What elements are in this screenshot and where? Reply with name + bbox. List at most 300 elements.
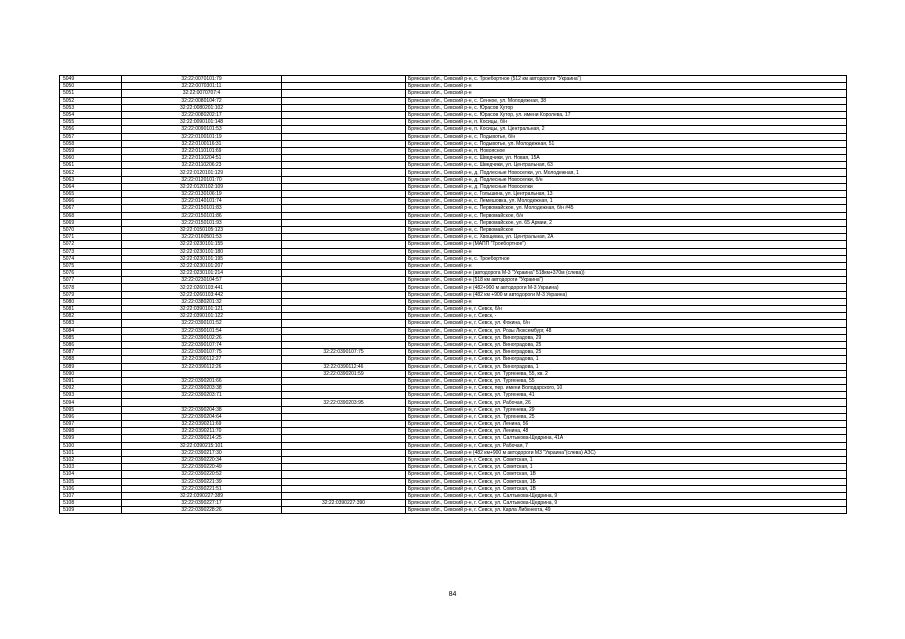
table-row bbox=[60, 205, 847, 212]
parent-cadastral-number-cell bbox=[282, 392, 406, 399]
cadastral-number-cell: 32:22:0390221:51 bbox=[122, 485, 282, 492]
parent-cadastral-number-cell bbox=[282, 76, 406, 83]
cadastral-number-cell: 32:22:0070101:79 bbox=[122, 76, 282, 83]
table-row bbox=[60, 385, 847, 392]
row-number-cell: 5052 bbox=[60, 97, 122, 104]
parent-cadastral-number-cell bbox=[282, 377, 406, 384]
table-row bbox=[60, 320, 847, 327]
address-cell: Брянская обл., Севский р-н, с. Первомайское, ул. 65 Армии, 2 bbox=[406, 219, 847, 226]
parent-cadastral-number-cell bbox=[282, 83, 406, 90]
cadastral-number-cell: 32:22:0110204:51 bbox=[122, 155, 282, 162]
parent-cadastral-number-cell bbox=[282, 176, 406, 183]
cadastral-number-cell bbox=[122, 370, 282, 377]
table-row bbox=[60, 406, 847, 413]
row-number-cell: 5050 bbox=[60, 83, 122, 90]
row-number-cell: 5070 bbox=[60, 226, 122, 233]
parent-cadastral-number-cell bbox=[282, 191, 406, 198]
cadastral-number-cell: 32:22:0120101:70 bbox=[122, 176, 282, 183]
parent-cadastral-number-cell: 32:22:0390227:390 bbox=[282, 500, 406, 507]
address-cell: Брянская обл., Севский р-н, г. Севск, ул. Виноградова, 25 bbox=[406, 341, 847, 348]
cadastral-number-cell: 32:22:0090101:53 bbox=[122, 126, 282, 133]
cadastral-number-cell: 32:22:0390204:38 bbox=[122, 406, 282, 413]
row-number-cell: 5060 bbox=[60, 155, 122, 162]
table-row bbox=[60, 334, 847, 341]
address-cell: Брянская обл., Севский р-н, г. Севск, ул. Виноградова, 1 bbox=[406, 356, 847, 363]
table-row bbox=[60, 435, 847, 442]
cadastral-number-cell: 32:22:0230104:57 bbox=[122, 277, 282, 284]
row-number-cell: 5085 bbox=[60, 334, 122, 341]
parent-cadastral-number-cell bbox=[282, 241, 406, 248]
address-cell: Брянская обл., Севский р-н, с. Первомайское, ул. Молодежная, б/н #45 bbox=[406, 205, 847, 212]
address-cell: Брянская обл., Севский р-н, г. Севск, ул. Тургенева, 29 bbox=[406, 406, 847, 413]
address-cell: Брянская обл., Севский р-н (482 км +900 м автодороги М-3 Украина) bbox=[406, 291, 847, 298]
row-number-cell: 5076 bbox=[60, 270, 122, 277]
page-number: 84 bbox=[448, 591, 457, 598]
parent-cadastral-number-cell bbox=[282, 421, 406, 428]
address-cell: Брянская обл., Севский р-н (482+900 м автодороги М-3 Украина) bbox=[406, 284, 847, 291]
cadastral-number-cell: 32:22:0390211:70 bbox=[122, 428, 282, 435]
row-number-cell: 5080 bbox=[60, 298, 122, 305]
parent-cadastral-number-cell bbox=[282, 147, 406, 154]
cadastral-number-cell: 32:22:0390101:122 bbox=[122, 313, 282, 320]
table-row bbox=[60, 399, 847, 406]
parent-cadastral-number-cell bbox=[282, 226, 406, 233]
table-row bbox=[60, 500, 847, 507]
parent-cadastral-number-cell bbox=[282, 162, 406, 169]
parent-cadastral-number-cell bbox=[282, 155, 406, 162]
cadastral-number-cell: 32:22:0070301:11 bbox=[122, 83, 282, 90]
row-number-cell: 5072 bbox=[60, 241, 122, 248]
address-cell: Брянская обл., Севский р-н (автодорога М-3 "Украина" 518км+370м (слева)) bbox=[406, 270, 847, 277]
address-cell: Брянская обл., Севский р-н, п. Косицы, ул. Центральная, 2 bbox=[406, 126, 847, 133]
row-number-cell: 5103 bbox=[60, 464, 122, 471]
table-row bbox=[60, 169, 847, 176]
row-number-cell: 5066 bbox=[60, 198, 122, 205]
parent-cadastral-number-cell bbox=[282, 291, 406, 298]
parent-cadastral-number-cell bbox=[282, 111, 406, 118]
row-number-cell: 5108 bbox=[60, 500, 122, 507]
address-cell: Брянская обл., Севский р-н, г. Севск, ул. Салтыкова-Щедрина, 9 bbox=[406, 500, 847, 507]
address-cell: Брянская обл., Севский р-н, г. Севск, ул. Тургенева, 55 bbox=[406, 377, 847, 384]
parent-cadastral-number-cell bbox=[282, 284, 406, 291]
address-cell: Брянская обл., Севский р-н, с. Подывотье, ул. Молодежная, 51 bbox=[406, 140, 847, 147]
cadastral-number-cell: 32:22:0140101:74 bbox=[122, 198, 282, 205]
row-number-cell: 5061 bbox=[60, 162, 122, 169]
cadastral-number-cell: 32:22:0150101:83 bbox=[122, 205, 282, 212]
table-row bbox=[60, 341, 847, 348]
parent-cadastral-number-cell bbox=[282, 205, 406, 212]
cadastral-number-cell: 32:22:0390112:27 bbox=[122, 356, 282, 363]
cadastral-number-cell: 32:22:0110101:69 bbox=[122, 147, 282, 154]
cadastral-number-cell: 32:22:0230101:195 bbox=[122, 255, 282, 262]
parent-cadastral-number-cell bbox=[282, 104, 406, 111]
cadastral-number-cell: 32:22:0230101:155 bbox=[122, 241, 282, 248]
row-number-cell: 5087 bbox=[60, 349, 122, 356]
parent-cadastral-number-cell bbox=[282, 320, 406, 327]
row-number-cell: 5056 bbox=[60, 126, 122, 133]
table-row bbox=[60, 191, 847, 198]
table-row bbox=[60, 327, 847, 334]
table-row bbox=[60, 183, 847, 190]
table-row bbox=[60, 111, 847, 118]
address-cell: Брянская обл., Севский р-н, г. Севск, ул. Виноградова, 25 bbox=[406, 349, 847, 356]
address-cell: Брянская обл., Севский р-н, г. Севск, ул. Фокина, б/н bbox=[406, 320, 847, 327]
table-row bbox=[60, 97, 847, 104]
table-row bbox=[60, 485, 847, 492]
table-row bbox=[60, 306, 847, 313]
table-row bbox=[60, 291, 847, 298]
row-number-cell: 5071 bbox=[60, 234, 122, 241]
parent-cadastral-number-cell: 32:22:0390201:59 bbox=[282, 370, 406, 377]
table-row bbox=[60, 176, 847, 183]
row-number-cell: 5081 bbox=[60, 306, 122, 313]
cadastral-number-cell: 32:22:0230101:180 bbox=[122, 248, 282, 255]
address-cell: Брянская обл., Севский р-н bbox=[406, 83, 847, 90]
table-row bbox=[60, 442, 847, 449]
table-row bbox=[60, 76, 847, 83]
parent-cadastral-number-cell: 32:22:0390112:46 bbox=[282, 363, 406, 370]
cadastral-number-cell: 32:22:0390214:25 bbox=[122, 435, 282, 442]
cadastral-number-cell: 32:22:0390203:38 bbox=[122, 385, 282, 392]
address-cell: Брянская обл., Севский р-н, г. Севск, - bbox=[406, 313, 847, 320]
cadastral-number-cell: 32:22:0100101:19 bbox=[122, 133, 282, 140]
address-cell: Брянская обл., Севский р-н, г. Севск, ул. Рабочая, 7 bbox=[406, 442, 847, 449]
cadastral-number-cell: 32:22:0390101:121 bbox=[122, 306, 282, 313]
parent-cadastral-number-cell bbox=[282, 456, 406, 463]
address-cell: Брянская обл., Севский р-н, с. Лемешовка, ул. Молодежная, 1 bbox=[406, 198, 847, 205]
row-number-cell: 5105 bbox=[60, 478, 122, 485]
address-cell: Брянская обл., Севский р-н, г. Севск, ул. Тургенева, 25 bbox=[406, 413, 847, 420]
address-cell: Брянская обл., Севский р-н, п. Новоясное bbox=[406, 147, 847, 154]
address-cell: Брянская обл., Севский р-н (518 км автодороги "Украина") bbox=[406, 277, 847, 284]
row-number-cell: 5096 bbox=[60, 413, 122, 420]
parent-cadastral-number-cell bbox=[282, 262, 406, 269]
table-row bbox=[60, 162, 847, 169]
cadastral-number-cell: 32:22:0390227:389 bbox=[122, 492, 282, 499]
parent-cadastral-number-cell bbox=[282, 277, 406, 284]
address-cell: Брянская обл., Севский р-н, д. Подлесные Новоселки bbox=[406, 183, 847, 190]
cadastral-number-cell: 32:22:0390102:26 bbox=[122, 334, 282, 341]
table-row bbox=[60, 126, 847, 133]
address-cell: Брянская обл., Севский р-н, г. Севск, ул. Советская, 1 bbox=[406, 464, 847, 471]
registry-table bbox=[59, 75, 847, 514]
row-number-cell: 5083 bbox=[60, 320, 122, 327]
table-row bbox=[60, 471, 847, 478]
table-row bbox=[60, 133, 847, 140]
parent-cadastral-number-cell bbox=[282, 298, 406, 305]
parent-cadastral-number-cell bbox=[282, 464, 406, 471]
address-cell: Брянская обл., Севский р-н, д. Подлесные Новоселки, ул. Молодежная, 1 bbox=[406, 169, 847, 176]
row-number-cell: 5090 bbox=[60, 370, 122, 377]
address-cell: Брянская обл., Севский р-н bbox=[406, 262, 847, 269]
row-number-cell: 5077 bbox=[60, 277, 122, 284]
table-row bbox=[60, 226, 847, 233]
address-cell: Брянская обл., Севский р-н, с. Юрасов Хутор bbox=[406, 104, 847, 111]
row-number-cell: 5068 bbox=[60, 212, 122, 219]
table-row bbox=[60, 507, 847, 514]
table-row bbox=[60, 147, 847, 154]
row-number-cell: 5067 bbox=[60, 205, 122, 212]
row-number-cell: 5053 bbox=[60, 104, 122, 111]
address-cell: Брянская обл., Севский р-н, г. Севск, ул. Ленина, 56 bbox=[406, 421, 847, 428]
cadastral-number-cell: 32:22:0150105:123 bbox=[122, 226, 282, 233]
address-cell: Брянская обл., Севский р-н, г. Севск, ул. Розы Люксембург, 48 bbox=[406, 327, 847, 334]
row-number-cell: 5109 bbox=[60, 507, 122, 514]
row-number-cell: 5057 bbox=[60, 133, 122, 140]
cadastral-number-cell: 32:22:0390112:26 bbox=[122, 363, 282, 370]
cadastral-number-cell: 32:22:0110206:23 bbox=[122, 162, 282, 169]
address-cell: Брянская обл., Севский р-н bbox=[406, 90, 847, 97]
cadastral-number-cell: 32:22:0120102:109 bbox=[122, 183, 282, 190]
address-cell: Брянская обл., Севский р-н, с. Троебортное (512 км автодороги "Украина") bbox=[406, 76, 847, 83]
table-row bbox=[60, 255, 847, 262]
table-row bbox=[60, 83, 847, 90]
parent-cadastral-number-cell bbox=[282, 255, 406, 262]
parent-cadastral-number-cell bbox=[282, 356, 406, 363]
address-cell: Брянская обл., Севский р-н, д. Подлесные Новоселки, б/н bbox=[406, 176, 847, 183]
row-number-cell: 5091 bbox=[60, 377, 122, 384]
parent-cadastral-number-cell bbox=[282, 428, 406, 435]
table-row bbox=[60, 119, 847, 126]
row-number-cell: 5078 bbox=[60, 284, 122, 291]
table-row bbox=[60, 155, 847, 162]
table-row bbox=[60, 370, 847, 377]
parent-cadastral-number-cell bbox=[282, 183, 406, 190]
row-number-cell: 5089 bbox=[60, 363, 122, 370]
cadastral-number-cell: 32:22:0390220:52 bbox=[122, 471, 282, 478]
address-cell: Брянская обл., Севский р-н (МАПП "Троебортное") bbox=[406, 241, 847, 248]
parent-cadastral-number-cell bbox=[282, 313, 406, 320]
row-number-cell: 5107 bbox=[60, 492, 122, 499]
table-row bbox=[60, 262, 847, 269]
parent-cadastral-number-cell bbox=[282, 385, 406, 392]
row-number-cell: 5058 bbox=[60, 140, 122, 147]
address-cell: Брянская обл., Севский р-н bbox=[406, 298, 847, 305]
address-cell: Брянская обл., Севский р-н, г. Севск, ул. Советская, 1Б bbox=[406, 478, 847, 485]
address-cell: Брянская обл., Севский р-н, г. Севск, ул. Рабочая, 26 bbox=[406, 399, 847, 406]
row-number-cell: 5093 bbox=[60, 392, 122, 399]
table-row bbox=[60, 392, 847, 399]
row-number-cell: 5098 bbox=[60, 428, 122, 435]
address-cell: Брянская обл., Севский р-н, г. Севск, ул. Тургенева, 41 bbox=[406, 392, 847, 399]
table-row bbox=[60, 356, 847, 363]
parent-cadastral-number-cell bbox=[282, 327, 406, 334]
table-row bbox=[60, 492, 847, 499]
row-number-cell: 5101 bbox=[60, 449, 122, 456]
address-cell: Брянская обл., Севский р-н, г. Севск, пер. имени Володарского, 10 bbox=[406, 385, 847, 392]
address-cell: Брянская обл., Севский р-н, с. Шведчики, ул. Центральная, 63 bbox=[406, 162, 847, 169]
address-cell: Брянская обл., Севский р-н, г. Севск, ул. Тургенева, 55, кв. 2 bbox=[406, 370, 847, 377]
parent-cadastral-number-cell bbox=[282, 306, 406, 313]
table-row bbox=[60, 428, 847, 435]
row-number-cell: 5065 bbox=[60, 191, 122, 198]
address-cell: Брянская обл., Севский р-н, п. Косицы, б/н bbox=[406, 119, 847, 126]
address-cell: Брянская обл., Севский р-н, г. Севск, ул. Салтыкова-Щедрина, 41А bbox=[406, 435, 847, 442]
table-row bbox=[60, 413, 847, 420]
cadastral-number-cell: 32:22:0260103:441 bbox=[122, 284, 282, 291]
parent-cadastral-number-cell bbox=[282, 133, 406, 140]
table-row bbox=[60, 349, 847, 356]
table-row bbox=[60, 212, 847, 219]
cadastral-number-cell: 32:22:0080201:102 bbox=[122, 104, 282, 111]
cadastral-number-cell: 32:22:0390227:17 bbox=[122, 500, 282, 507]
address-cell: Брянская обл., Севский р-н, г. Севск, ул. Советская, 1В bbox=[406, 471, 847, 478]
address-cell: Брянская обл., Севский р-н, г. Севск, ул. Салтыкова-Щедрина, 9 bbox=[406, 492, 847, 499]
parent-cadastral-number-cell bbox=[282, 270, 406, 277]
table-row bbox=[60, 198, 847, 205]
row-number-cell: 5084 bbox=[60, 327, 122, 334]
row-number-cell: 5099 bbox=[60, 435, 122, 442]
table-row bbox=[60, 241, 847, 248]
cadastral-number-cell: 32:22:0230101:207 bbox=[122, 262, 282, 269]
row-number-cell: 5092 bbox=[60, 385, 122, 392]
cadastral-number-cell: 32:22:0380201:32 bbox=[122, 298, 282, 305]
row-number-cell: 5094 bbox=[60, 399, 122, 406]
cadastral-number-cell bbox=[122, 399, 282, 406]
row-number-cell: 5106 bbox=[60, 485, 122, 492]
parent-cadastral-number-cell bbox=[282, 406, 406, 413]
parent-cadastral-number-cell bbox=[282, 234, 406, 241]
registry-table-body bbox=[60, 76, 847, 514]
parent-cadastral-number-cell bbox=[282, 126, 406, 133]
address-cell: Брянская обл., Севский р-н, г. Севск, ул. Советская, 1 bbox=[406, 456, 847, 463]
cadastral-number-cell: 32:22:0390101:54 bbox=[122, 327, 282, 334]
table-row bbox=[60, 478, 847, 485]
parent-cadastral-number-cell bbox=[282, 248, 406, 255]
table-row bbox=[60, 104, 847, 111]
table-row bbox=[60, 219, 847, 226]
row-number-cell: 5074 bbox=[60, 255, 122, 262]
cadastral-number-cell: 32:22:0390101:52 bbox=[122, 320, 282, 327]
address-cell: Брянская обл., Севский р-н, с. Первомайское bbox=[406, 226, 847, 233]
cadastral-number-cell: 32:22:0390215:101 bbox=[122, 442, 282, 449]
row-number-cell: 5073 bbox=[60, 248, 122, 255]
parent-cadastral-number-cell bbox=[282, 219, 406, 226]
table-row bbox=[60, 363, 847, 370]
parent-cadastral-number-cell bbox=[282, 90, 406, 97]
row-number-cell: 5082 bbox=[60, 313, 122, 320]
row-number-cell: 5062 bbox=[60, 169, 122, 176]
table-row bbox=[60, 464, 847, 471]
parent-cadastral-number-cell bbox=[282, 413, 406, 420]
address-cell: Брянская обл., Севский р-н, г. Севск, ул. Советская, 1В bbox=[406, 485, 847, 492]
parent-cadastral-number-cell: 32:22:0390107:75 bbox=[282, 349, 406, 356]
address-cell: Брянская обл., Севский р-н, с. Троебортное bbox=[406, 255, 847, 262]
row-number-cell: 5095 bbox=[60, 406, 122, 413]
address-cell: Брянская обл., Севский р-н, г. Севск, ул. Виноградова, 29 bbox=[406, 334, 847, 341]
address-cell: Брянская обл., Севский р-н, г. Севск, ул. Виноградова, 1 bbox=[406, 363, 847, 370]
table-row bbox=[60, 449, 847, 456]
address-cell: Брянская обл., Севский р-н, с. Гольшина, ул. Центральная, 13 bbox=[406, 191, 847, 198]
cadastral-number-cell: 32:22:0390201:66 bbox=[122, 377, 282, 384]
table-row bbox=[60, 421, 847, 428]
address-cell: Брянская обл., Севский р-н, г. Севск, ул. Карла Либкнехта, 49 bbox=[406, 507, 847, 514]
row-number-cell: 5086 bbox=[60, 341, 122, 348]
address-cell: Брянская обл., Севский р-н, с. Шведчики, ул. Новая, 15А bbox=[406, 155, 847, 162]
parent-cadastral-number-cell bbox=[282, 140, 406, 147]
cadastral-number-cell: 32:22:0080202:17 bbox=[122, 111, 282, 118]
row-number-cell: 5075 bbox=[60, 262, 122, 269]
parent-cadastral-number-cell bbox=[282, 449, 406, 456]
address-cell: Брянская обл., Севский р-н, с. Хвощевка, ул. Центральная, 2А bbox=[406, 234, 847, 241]
cadastral-number-cell: 32:22:0390228:26 bbox=[122, 507, 282, 514]
parent-cadastral-number-cell bbox=[282, 169, 406, 176]
cadastral-number-cell: 32:22:0260103:442 bbox=[122, 291, 282, 298]
parent-cadastral-number-cell bbox=[282, 507, 406, 514]
parent-cadastral-number-cell bbox=[282, 478, 406, 485]
address-cell: Брянская обл., Севский р-н (482 км+900 м автодороги М3 "Украина"(слева) АЗС) bbox=[406, 449, 847, 456]
cadastral-number-cell: 32:22:0390211:69 bbox=[122, 421, 282, 428]
table-row bbox=[60, 277, 847, 284]
row-number-cell: 5055 bbox=[60, 119, 122, 126]
table-row bbox=[60, 456, 847, 463]
address-cell: Брянская обл., Севский р-н, с. Первомайское, б/н bbox=[406, 212, 847, 219]
cadastral-number-cell: 32:22:0080104:72 bbox=[122, 97, 282, 104]
table-row bbox=[60, 298, 847, 305]
cadastral-number-cell: 32:22:0150101:93 bbox=[122, 219, 282, 226]
table-row bbox=[60, 284, 847, 291]
row-number-cell: 5104 bbox=[60, 471, 122, 478]
cadastral-number-cell: 32:22:0150101:86 bbox=[122, 212, 282, 219]
address-cell: Брянская обл., Севский р-н bbox=[406, 248, 847, 255]
parent-cadastral-number-cell bbox=[282, 97, 406, 104]
parent-cadastral-number-cell bbox=[282, 212, 406, 219]
row-number-cell: 5097 bbox=[60, 421, 122, 428]
cadastral-number-cell: 32:22:0090101:148 bbox=[122, 119, 282, 126]
row-number-cell: 5102 bbox=[60, 456, 122, 463]
cadastral-number-cell: 32:22:0130106:19 bbox=[122, 191, 282, 198]
table-row bbox=[60, 248, 847, 255]
address-cell: Брянская обл., Севский р-н, с. Сенное, ул. Молодежная, 38 bbox=[406, 97, 847, 104]
cadastral-number-cell: 32:22:0390220:49 bbox=[122, 464, 282, 471]
row-number-cell: 5059 bbox=[60, 147, 122, 154]
parent-cadastral-number-cell: 32:22:0390203:95 bbox=[282, 399, 406, 406]
row-number-cell: 5054 bbox=[60, 111, 122, 118]
row-number-cell: 5069 bbox=[60, 219, 122, 226]
cadastral-number-cell: 32:22:0160501:53 bbox=[122, 234, 282, 241]
cadastral-number-cell: 32:22:0390204:64 bbox=[122, 413, 282, 420]
parent-cadastral-number-cell bbox=[282, 471, 406, 478]
row-number-cell: 5079 bbox=[60, 291, 122, 298]
cadastral-number-cell: 32:22:0390220:34 bbox=[122, 456, 282, 463]
address-cell: Брянская обл., Севский р-н, г. Севск, б/н bbox=[406, 306, 847, 313]
cadastral-number-cell: 32:22:0230101:214 bbox=[122, 270, 282, 277]
address-cell: Брянская обл., Севский р-н, с. Юрасов Хутор, ул. имени Королева, 17 bbox=[406, 111, 847, 118]
row-number-cell: 5088 bbox=[60, 356, 122, 363]
cadastral-number-cell: 32:22:0100116:31 bbox=[122, 140, 282, 147]
table-row bbox=[60, 270, 847, 277]
address-cell: Брянская обл., Севский р-н, с. Подывотье, б/н bbox=[406, 133, 847, 140]
cadastral-number-cell: 32:22:0390203:71 bbox=[122, 392, 282, 399]
cadastral-number-cell: 32:22:0390107:75 bbox=[122, 349, 282, 356]
table-row bbox=[60, 234, 847, 241]
parent-cadastral-number-cell bbox=[282, 198, 406, 205]
cadastral-number-cell: 32:22:0390217:30 bbox=[122, 449, 282, 456]
parent-cadastral-number-cell bbox=[282, 334, 406, 341]
row-number-cell: 5063 bbox=[60, 176, 122, 183]
cadastral-number-cell: 32:22:0070707:4 bbox=[122, 90, 282, 97]
row-number-cell: 5100 bbox=[60, 442, 122, 449]
cadastral-number-cell: 32:22:0390221:39 bbox=[122, 478, 282, 485]
parent-cadastral-number-cell bbox=[282, 442, 406, 449]
parent-cadastral-number-cell bbox=[282, 435, 406, 442]
table-row bbox=[60, 140, 847, 147]
table-row bbox=[60, 377, 847, 384]
parent-cadastral-number-cell bbox=[282, 341, 406, 348]
cadastral-number-cell: 32:22:0390107:74 bbox=[122, 341, 282, 348]
address-cell: Брянская обл., Севский р-н, г. Севск, ул. Ленина, 48 bbox=[406, 428, 847, 435]
parent-cadastral-number-cell bbox=[282, 492, 406, 499]
